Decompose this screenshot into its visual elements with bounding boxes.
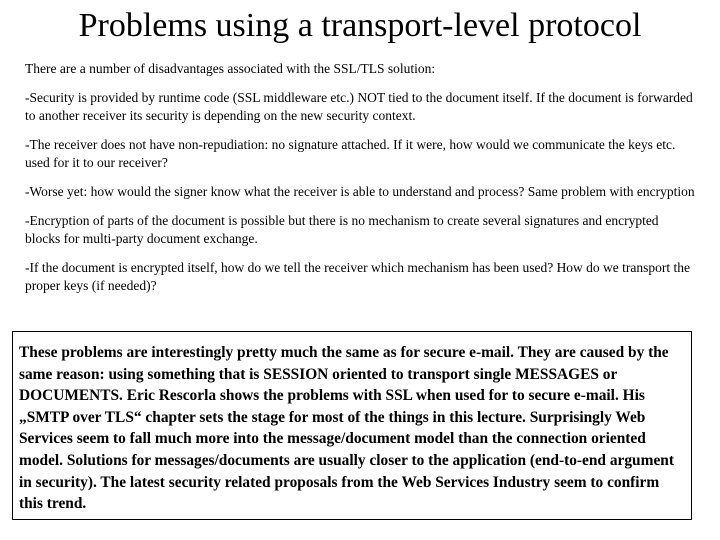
slide-title: Problems using a transport-level protocol (78, 7, 642, 44)
slide-body (25, 60, 695, 306)
point-non-repudiation: -The receiver does not have non-repudiation: no signature attached. If it were, how would we communicate the keys etc. used for it to our receiver? (25, 137, 676, 170)
callout-text: These problems are interestingly pretty much the same as for secure e-mail. They are caused by the same reason: using something that is SESSION oriented to transport single MESSAGES or DOCUMENTS. Eric Rescorla shows the problems with SSL when used for to secure e-mail. His „SMTP over TLS“ chapter sets the stage for most of the things in this lecture. Surprisingly Web Services seem to fall much more into the message/document model than the connection oriented model. Solutions for messages/documents are usually closer to the application (end-to-end argument in security). The latest security related proposals from the Web Services Industry seem to confirm this trend. (19, 344, 674, 513)
callout-box (12, 331, 692, 520)
intro-paragraph: There are a number of disadvantages associated with the SSL/TLS solution: (25, 61, 436, 76)
point-runtime-security: -Security is provided by runtime code (SSL middleware etc.) NOT tied to the document itself. If the document is forwarded to another receiver its security is depending on the new security context. (25, 90, 693, 123)
point-key-transport: -If the document is encrypted itself, how do we tell the receiver which mechanism has been used? How do we transport the proper keys (if needed)? (25, 260, 691, 293)
point-partial-encryption: -Encryption of parts of the document is possible but there is no mechanism to create several signatures and encrypted blocks for multi-party document exchange. (25, 213, 659, 246)
point-receiver-capabilities: -Worse yet: how would the signer know what the receiver is able to understand and process? Same problem with encryption (25, 184, 695, 199)
